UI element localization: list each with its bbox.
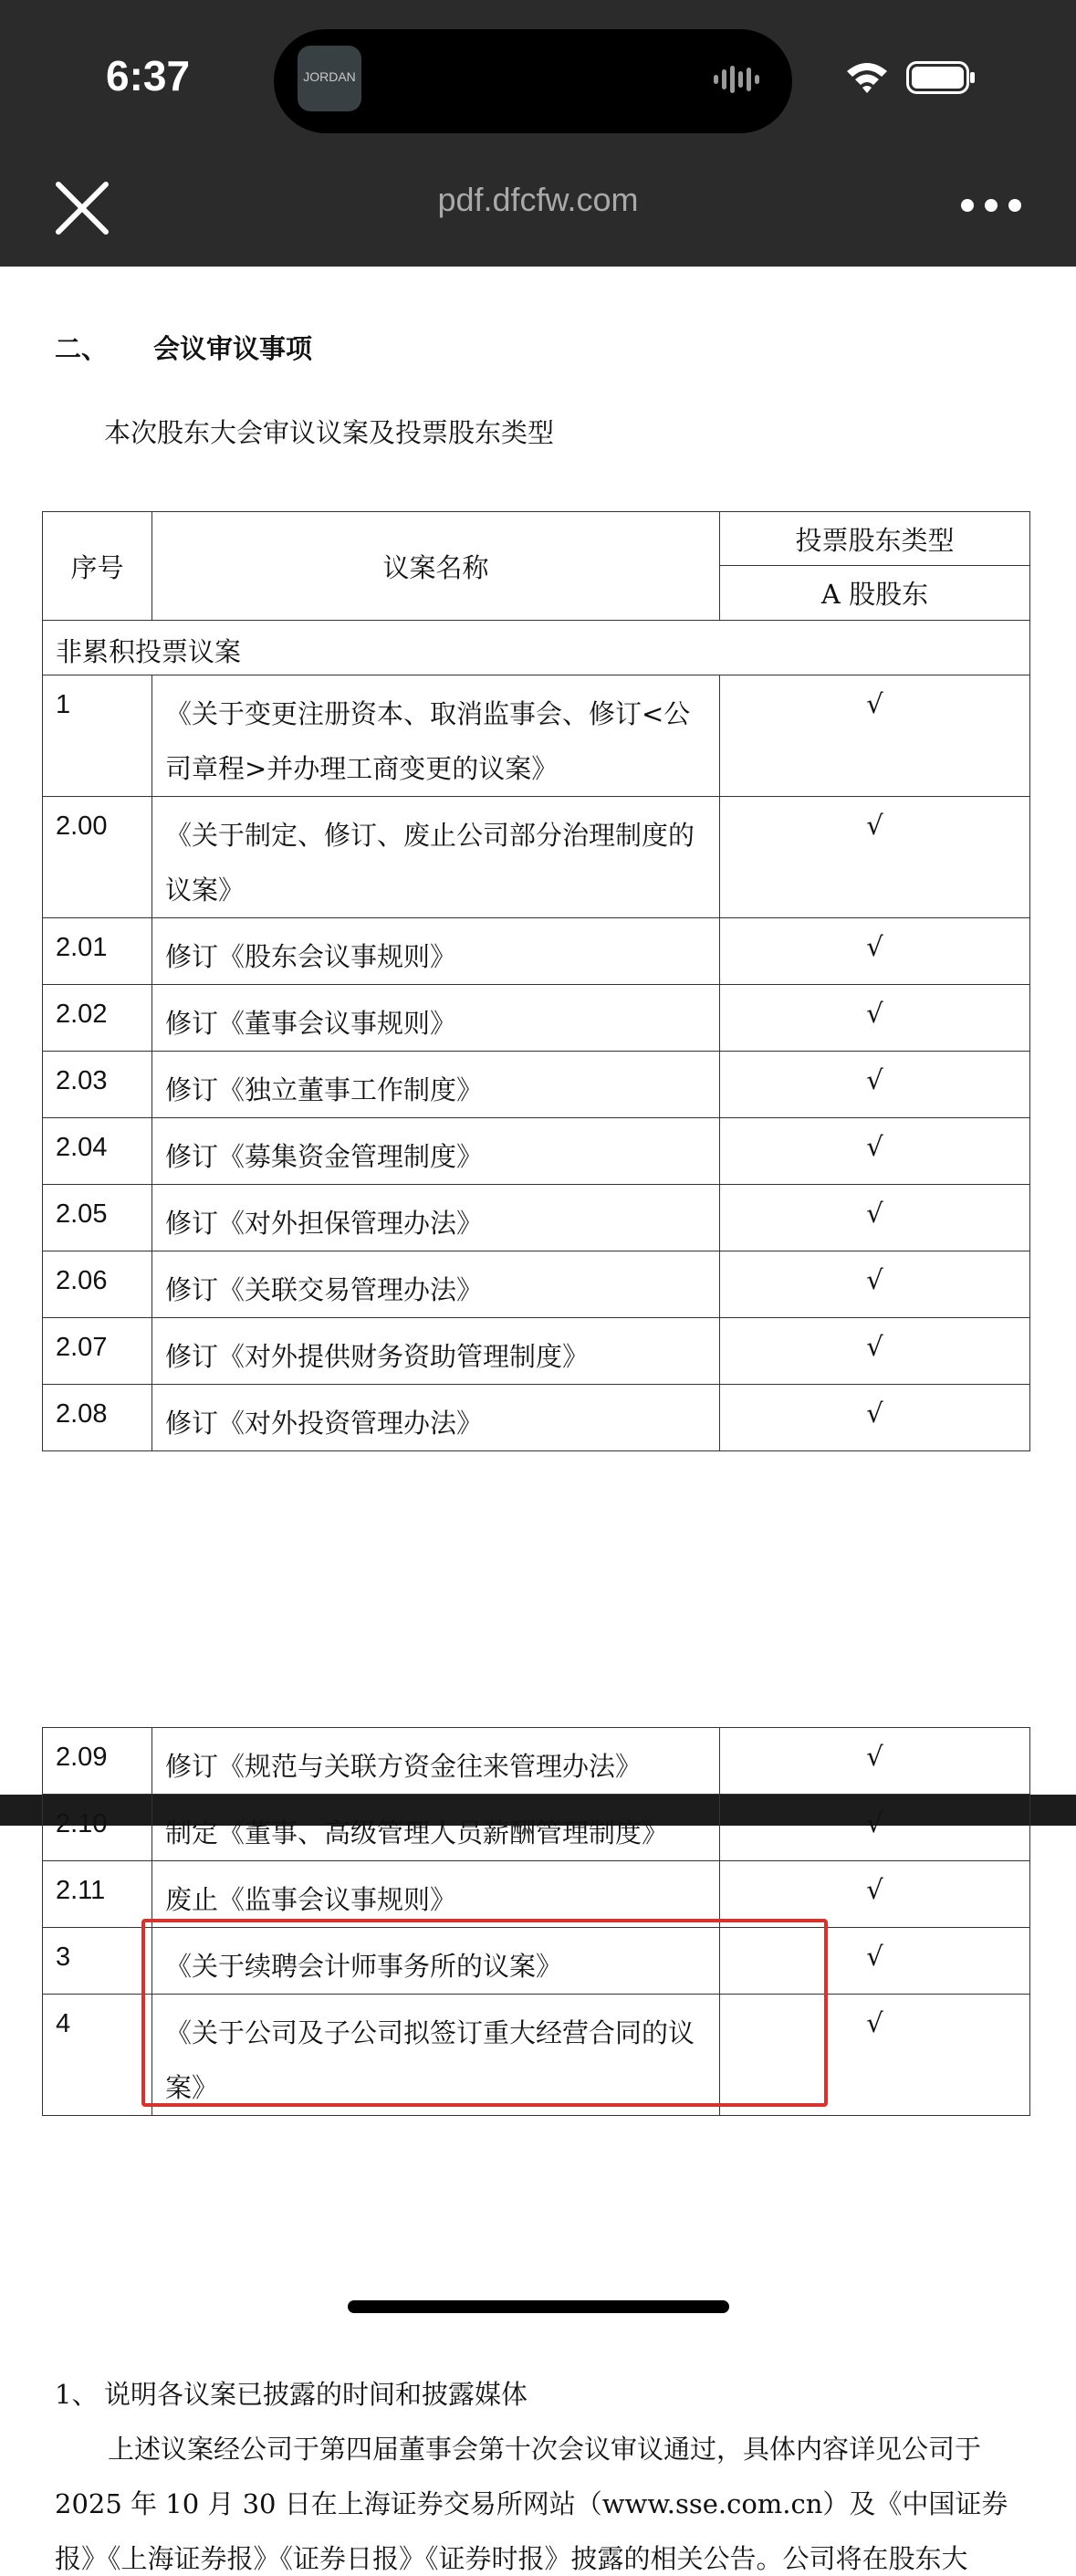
paragraph-line: 2025 年 10 月 30 日在上海证券交易所网站（www.sse.com.cn）及《中国证券: [55, 2488, 1008, 2519]
proposal-name-line: 废止《监事会议事规则》: [165, 1884, 457, 1915]
section-title: 会议审议事项: [153, 333, 313, 364]
vote-check-mark: √: [720, 797, 1030, 918]
status-time: 6:37: [106, 52, 191, 99]
vote-check-mark: √: [720, 985, 1030, 1052]
header-type: 投票股东类型: [720, 512, 1030, 566]
vote-check-mark: √: [720, 1185, 1030, 1251]
proposal-name: [152, 675, 720, 797]
row-number: 1: [43, 675, 152, 797]
table-row: [43, 1795, 1030, 1861]
vote-check-mark: √: [720, 1861, 1030, 1928]
row-number: 2.02: [43, 985, 152, 1052]
row-number: 3: [43, 1928, 152, 1995]
vote-check-mark: √: [720, 918, 1030, 985]
table-row: [43, 1185, 1030, 1251]
proposal-name-line: 修订《董事会议事规则》: [165, 1008, 457, 1039]
row-number: 2.00: [43, 797, 152, 918]
table-row: [43, 1728, 1030, 1795]
url-label: pdf.dfcfw.com: [437, 181, 639, 218]
proposal-name-line: 制定《董事、高级管理人员薪酬管理制度》: [165, 1817, 669, 1848]
proposal-name: [152, 1861, 720, 1928]
row-number: 4: [43, 1995, 152, 2116]
proposal-table-page1: [42, 511, 1030, 1451]
proposal-name-line: 《关于公司及子公司拟签订重大经营合同的议: [165, 2017, 695, 2048]
row-number: 2.10: [43, 1795, 152, 1861]
table-row: [43, 985, 1030, 1052]
proposal-name: [152, 1385, 720, 1451]
row-number: 2.09: [43, 1728, 152, 1795]
row-number: 2.06: [43, 1251, 152, 1318]
table-row: [43, 1118, 1030, 1185]
header-name: 议案名称: [152, 512, 720, 621]
vote-check-mark: √: [720, 1795, 1030, 1861]
row-number: 2.01: [43, 918, 152, 985]
proposal-name: [152, 1728, 720, 1795]
row-number: 2.04: [43, 1118, 152, 1185]
vote-check-mark: √: [720, 1928, 1030, 1995]
wifi-icon: [844, 58, 890, 95]
row-number: 2.08: [43, 1385, 152, 1451]
proposal-name: [152, 985, 720, 1052]
battery-icon: [906, 61, 977, 94]
table-row: [43, 1385, 1030, 1451]
row-number: 2.03: [43, 1052, 152, 1118]
proposal-name: [152, 1795, 720, 1861]
table-row: [43, 797, 1030, 918]
vote-check-mark: √: [720, 1251, 1030, 1318]
vote-check-mark: √: [720, 675, 1030, 797]
note-number: 1、: [55, 2379, 99, 2410]
proposal-name: [152, 918, 720, 985]
proposal-name-line: 《关于续聘会计师事务所的议案》: [165, 1951, 563, 1982]
vote-check-mark: √: [720, 1995, 1030, 2116]
proposal-name-line: 修订《对外投资管理办法》: [165, 1408, 484, 1439]
audio-waveform-icon: [712, 64, 763, 95]
browser-header: [0, 0, 1076, 267]
proposal-name: [152, 1118, 720, 1185]
section-intro: 本次股东大会审议议案及投票股东类型: [104, 417, 555, 448]
proposal-name: [152, 1251, 720, 1318]
proposal-name-line: 修订《独立董事工作制度》: [165, 1074, 484, 1105]
proposal-name: [152, 1318, 720, 1385]
header-num: 序号: [43, 512, 152, 621]
proposal-name-line: 司章程>并办理工商变更的议案》: [165, 753, 559, 784]
vote-check-mark: √: [720, 1318, 1030, 1385]
header-subtype: A 股股东: [720, 566, 1030, 621]
row-number: 2.07: [43, 1318, 152, 1385]
proposal-name: [152, 1185, 720, 1251]
paragraph-line: 上述议案经公司于第四届董事会第十次会议审议通过，具体内容详见公司于: [108, 2434, 982, 2465]
vote-check-mark: √: [720, 1385, 1030, 1451]
table-row: [43, 1251, 1030, 1318]
proposal-name-line: 修订《规范与关联方资金往来管理办法》: [165, 1751, 642, 1782]
more-options-icon[interactable]: [958, 192, 1024, 219]
proposal-name-line: 修订《股东会议事规则》: [165, 941, 457, 972]
proposal-name-line: 议案》: [165, 874, 245, 906]
table-row: [43, 1052, 1030, 1118]
proposal-name-line: 修订《关联交易管理办法》: [165, 1274, 484, 1305]
table-row: [43, 918, 1030, 985]
section-number: 二、: [55, 333, 109, 364]
proposal-name-line: 修订《募集资金管理制度》: [165, 1141, 484, 1172]
table-row: [43, 1318, 1030, 1385]
group-label: 非累积投票议案: [43, 621, 1030, 675]
row-number: 2.11: [43, 1861, 152, 1928]
proposal-name: [152, 797, 720, 918]
proposal-name-line: 修订《对外担保管理办法》: [165, 1208, 484, 1239]
home-indicator[interactable]: [348, 2300, 729, 2313]
row-number: 2.05: [43, 1185, 152, 1251]
now-playing-badge: JORDAN: [303, 69, 356, 84]
paragraph-line: 报》《上海证券报》《证券日报》《证券时报》披露的相关公告。公司将在股东大: [55, 2543, 968, 2574]
vote-check-mark: √: [720, 1118, 1030, 1185]
highlight-annotation: [141, 1919, 828, 2107]
proposal-name-line: 《关于制定、修订、废止公司部分治理制度的: [165, 820, 695, 851]
vote-check-mark: √: [720, 1052, 1030, 1118]
table-row: [43, 1861, 1030, 1928]
proposal-name-line: 案》: [165, 2072, 219, 2103]
note-title: 说明各议案已披露的时间和披露媒体: [104, 2379, 528, 2410]
watermark: 雪球：丹小小: [832, 2289, 997, 2321]
vote-check-mark: √: [720, 1728, 1030, 1795]
proposal-name-line: 修订《对外提供财务资助管理制度》: [165, 1341, 590, 1372]
proposal-name-line: 《关于变更注册资本、取消监事会、修订<公: [165, 698, 691, 729]
proposal-name: [152, 1052, 720, 1118]
table-row: [43, 675, 1030, 797]
